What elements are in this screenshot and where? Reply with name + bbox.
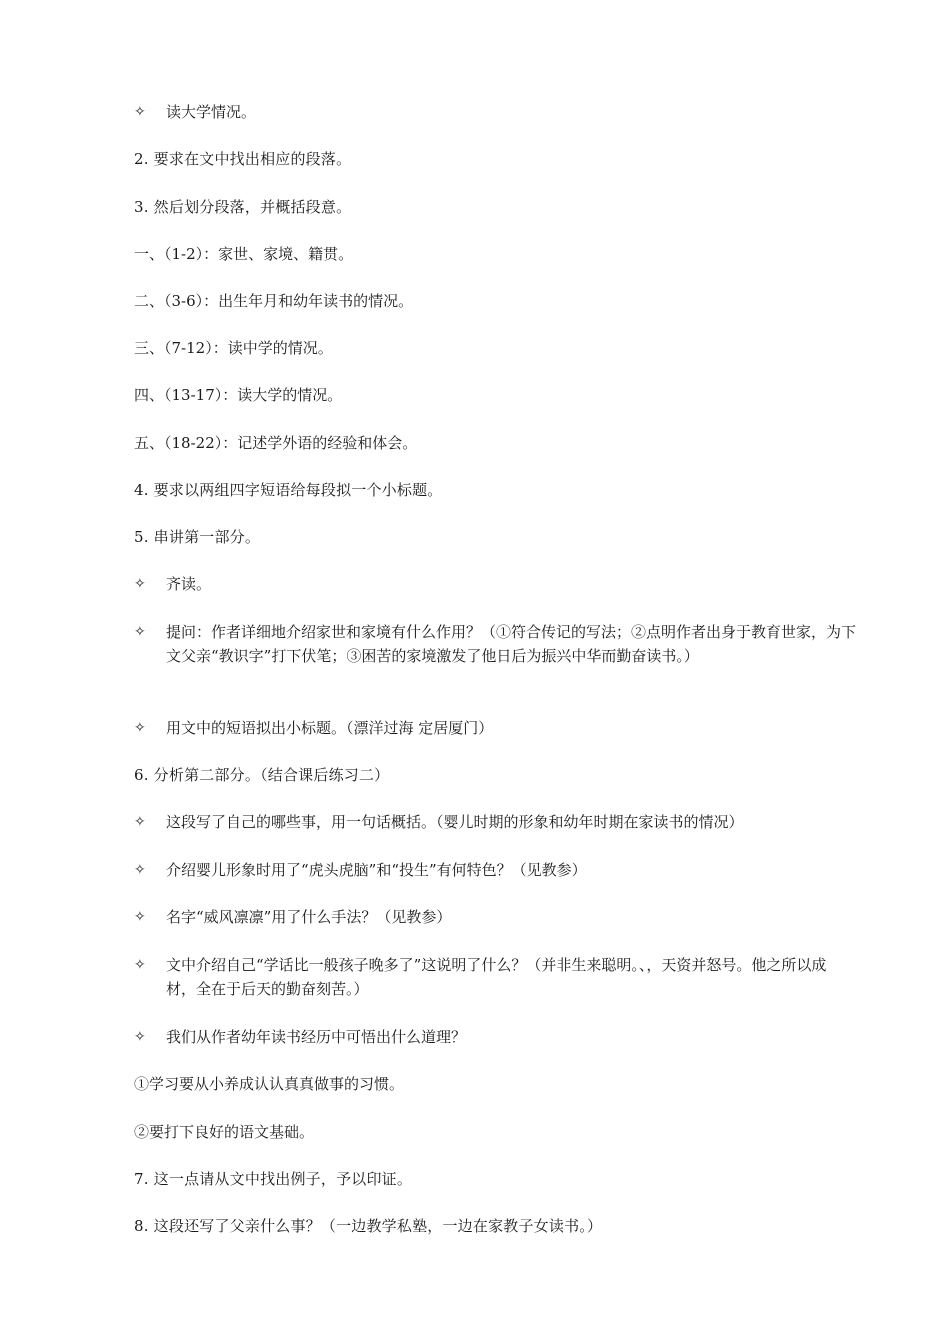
numbered-item: 5. 串讲第一部分。 — [134, 528, 261, 546]
bullet-text: 我们从作者幼年读书经历中可悟出什么道理？ — [166, 1028, 467, 1046]
numbered-item: 8. 这段还写了父亲什么事？（一边教学私塾，一边在家教子女读书。） — [134, 1217, 603, 1235]
bullet-diamond-icon: ✧ — [134, 624, 146, 640]
bullet-diamond-icon: ✧ — [134, 814, 146, 830]
bullet-item — [134, 572, 864, 596]
bullet-diamond-icon: ✧ — [134, 909, 146, 925]
bullet-text: 齐读。 — [166, 575, 212, 593]
bullet-item — [134, 1025, 864, 1049]
bullet-text: 用文中的短语拟出小标题。（漂洋过海 定居厦门） — [166, 719, 494, 737]
bullet-item — [134, 716, 864, 740]
bullet-item — [134, 620, 856, 668]
bullet-item — [134, 100, 864, 124]
bullet-text: 介绍婴儿形象时用了“虎头虎脑”和“投生”有何特色？（见教参） — [166, 861, 587, 879]
bullet-diamond-icon: ✧ — [134, 720, 146, 736]
section-item: 三、（7-12）：读中学的情况。 — [134, 339, 333, 357]
bullet-item — [134, 953, 856, 1001]
bullet-diamond-icon: ✧ — [134, 576, 146, 592]
bullet-text: 名字“威风凛凛”用了什么手法？（见教参） — [166, 908, 452, 926]
numbered-item: 6. 分析第二部分。（结合课后练习二） — [134, 766, 390, 784]
section-item: 二、（3-6）：出生年月和幼年读书的情况。 — [134, 292, 414, 310]
bullet-text: 文中介绍自己“学话比一般孩子晚多了”这说明了什么？（并非生来聪明。、，天资并怒号。他之所以成材，全在于后天的勤奋刻苦。） — [166, 956, 827, 998]
bullet-diamond-icon: ✧ — [134, 862, 146, 878]
section-item: 一、（1-2）：家世、家境、籍贯。 — [134, 245, 354, 263]
bullet-text: 这段写了自己的哪些事，用一句话概括。（婴儿时期的形象和幼年时期在家读书的情况） — [166, 813, 744, 831]
bullet-item — [134, 905, 864, 929]
bullet-text: 提问：作者详细地介绍家世和家境有什么作用？（①符合传记的写法；②点明作者出身于教育世家，为下文父亲“教识字”打下伏笔；③困苦的家境激发了他日后为振兴中华而勤奋读书。） — [166, 623, 857, 665]
bullet-diamond-icon: ✧ — [134, 104, 146, 120]
bullet-text: 读大学情况。 — [166, 103, 257, 121]
section-item: 五、（18-22）：记述学外语的经验和体会。 — [134, 434, 418, 452]
bullet-diamond-icon: ✧ — [134, 1029, 146, 1045]
conclusion-item: ①学习要从小养成认认真真做事的习惯。 — [134, 1075, 405, 1093]
numbered-item: 7. 这一点请从文中找出例子，予以印证。 — [134, 1170, 413, 1188]
numbered-item: 4. 要求以两组四字短语给每段拟一个小标题。 — [134, 481, 443, 499]
numbered-item: 3. 然后划分段落，并概括段意。 — [134, 198, 352, 216]
bullet-diamond-icon: ✧ — [134, 957, 146, 973]
conclusion-item: ②要打下良好的语文基础。 — [134, 1123, 315, 1141]
bullet-item — [134, 858, 864, 882]
numbered-item: 2. 要求在文中找出相应的段落。 — [134, 150, 352, 168]
section-item: 四、（13-17）：读大学的情况。 — [134, 386, 343, 404]
bullet-item — [134, 810, 864, 834]
